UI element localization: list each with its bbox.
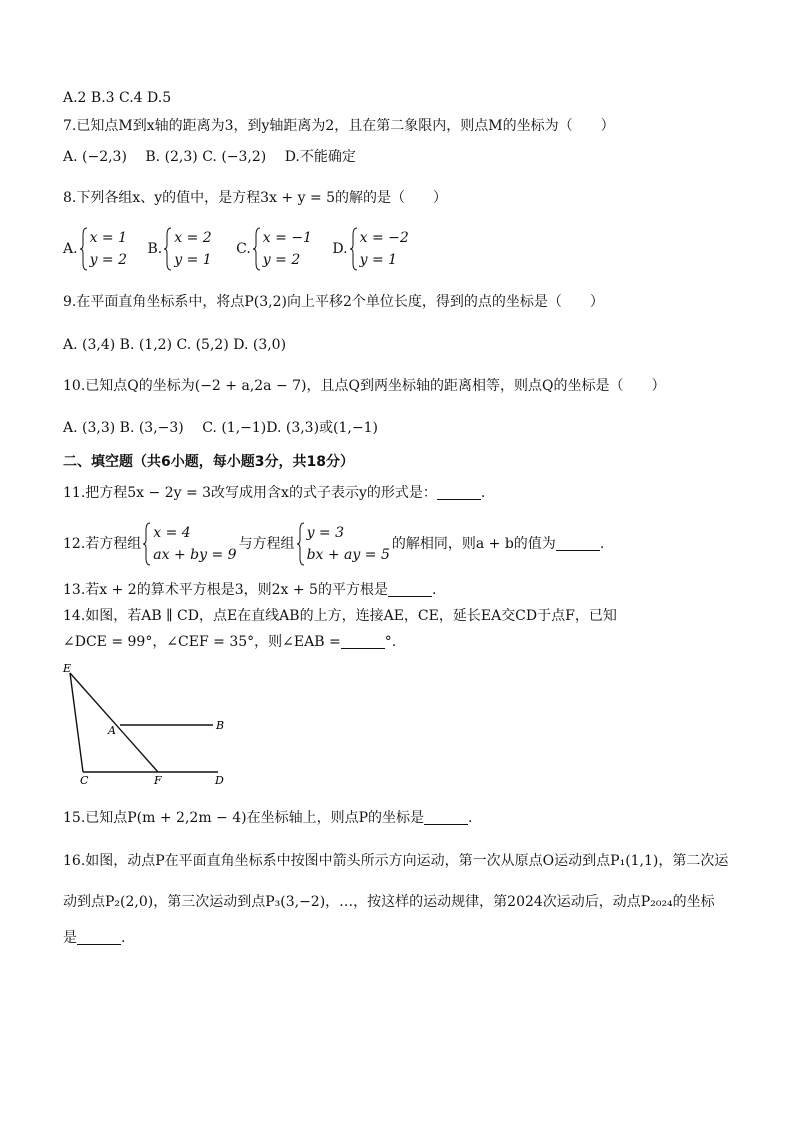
q16-line3: 是 .: [63, 930, 126, 946]
q9-stem: 9.在平面直角坐标系中，将点P(3,2)向上平移2个单位长度，得到的点的坐标是（ ）: [63, 294, 604, 310]
line-ec: [70, 673, 83, 772]
label-d: D: [215, 774, 224, 785]
line-ef: [70, 673, 158, 772]
answer-blank[interactable]: [556, 536, 600, 551]
q8-stem: 8.下列各组x、y的值中，是方程3x + y = 5的解的是（ ）: [63, 190, 448, 206]
q6-options: A.2 B.3 C.4 D.5: [63, 90, 172, 106]
q14-stem-line2: ∠DCE = 99°，∠CEF = 35°，则∠EAB = °.: [63, 634, 397, 650]
brace-icon: [297, 522, 305, 566]
brace-icon: [164, 227, 172, 271]
label-f: F: [154, 774, 162, 785]
q14-stem-line1: 14.如图，若AB ∥ CD，点E在直线AB的上方，连接AE，CE，延长EA交CD于点F，已知: [63, 608, 617, 624]
label-b: B: [216, 719, 225, 732]
label-a: A: [108, 724, 116, 737]
brace-icon: [80, 227, 88, 271]
brace-icon: [253, 227, 261, 271]
q8-options: [63, 227, 411, 271]
q12: 12.若方程组 x = 4 ax + by = 9 与方程组 y = 3 bx + ay = 5 的解相同，则a + b的值为 .: [63, 522, 604, 566]
q8-option-b: B. x = 2 y = 1: [147, 241, 218, 257]
answer-blank[interactable]: [437, 485, 481, 500]
brace-icon: [350, 227, 358, 271]
q16-line1: 16.如图，动点P在平面直角坐标系中按图中箭头所示方向运动，第一次从原点O运动到点P₁(1,1)，第二次运: [63, 853, 729, 869]
answer-blank[interactable]: [341, 634, 385, 649]
q15: 15.已知点P(m + 2,2m − 4)在坐标轴上，则点P的坐标是 .: [63, 810, 473, 826]
q9-options: A. (3,4) B. (1,2) C. (5,2) D. (3,0): [63, 337, 287, 353]
q14-figure: [58, 660, 238, 785]
q8-option-c: C. x = −1 y = 2: [236, 241, 318, 257]
q8-option-a: A. x = 1 y = 2: [63, 241, 133, 257]
q10-stem: 10.已知点Q的坐标为(−2 + a,2a − 7)，且点Q到两坐标轴的距离相等，则点Q的坐标是（ ）: [63, 378, 666, 394]
q7-stem: 7.已知点M到x轴的距离为3，到y轴距离为2，且在第二象限内，则点M的坐标为（ ）: [63, 118, 615, 134]
brace-icon: [143, 522, 151, 566]
q13: 13.若x + 2的算术平方根是3，则2x + 5的平方根是 .: [63, 582, 437, 598]
q11: 11.把方程5x − 2y = 3改写成用含x的式子表示y的形式是： .: [63, 485, 486, 501]
q8-option-d: D. x = −2 y = 1: [332, 241, 410, 257]
q7-options: A. (−2,3) B. (2,3) C. (−3,2) D.不能确定: [63, 149, 356, 165]
q10-options: A. (3,3) B. (3,−3) C. (1,−1)D. (3,3)或(1,−1): [63, 420, 378, 436]
label-e: E: [63, 662, 72, 675]
answer-blank[interactable]: [77, 930, 121, 945]
q16-line2: 动到点P₂(2,0)，第三次运动到点P₃(3,−2)，…，按这样的运动规律，第2024次运动后，动点P₂₀₂₄的坐标: [63, 894, 715, 910]
section-heading: 二、填空题（共6小题，每小题3分，共18分）: [63, 454, 354, 470]
answer-blank[interactable]: [388, 582, 432, 597]
answer-blank[interactable]: [424, 810, 468, 825]
label-c: C: [80, 774, 89, 785]
